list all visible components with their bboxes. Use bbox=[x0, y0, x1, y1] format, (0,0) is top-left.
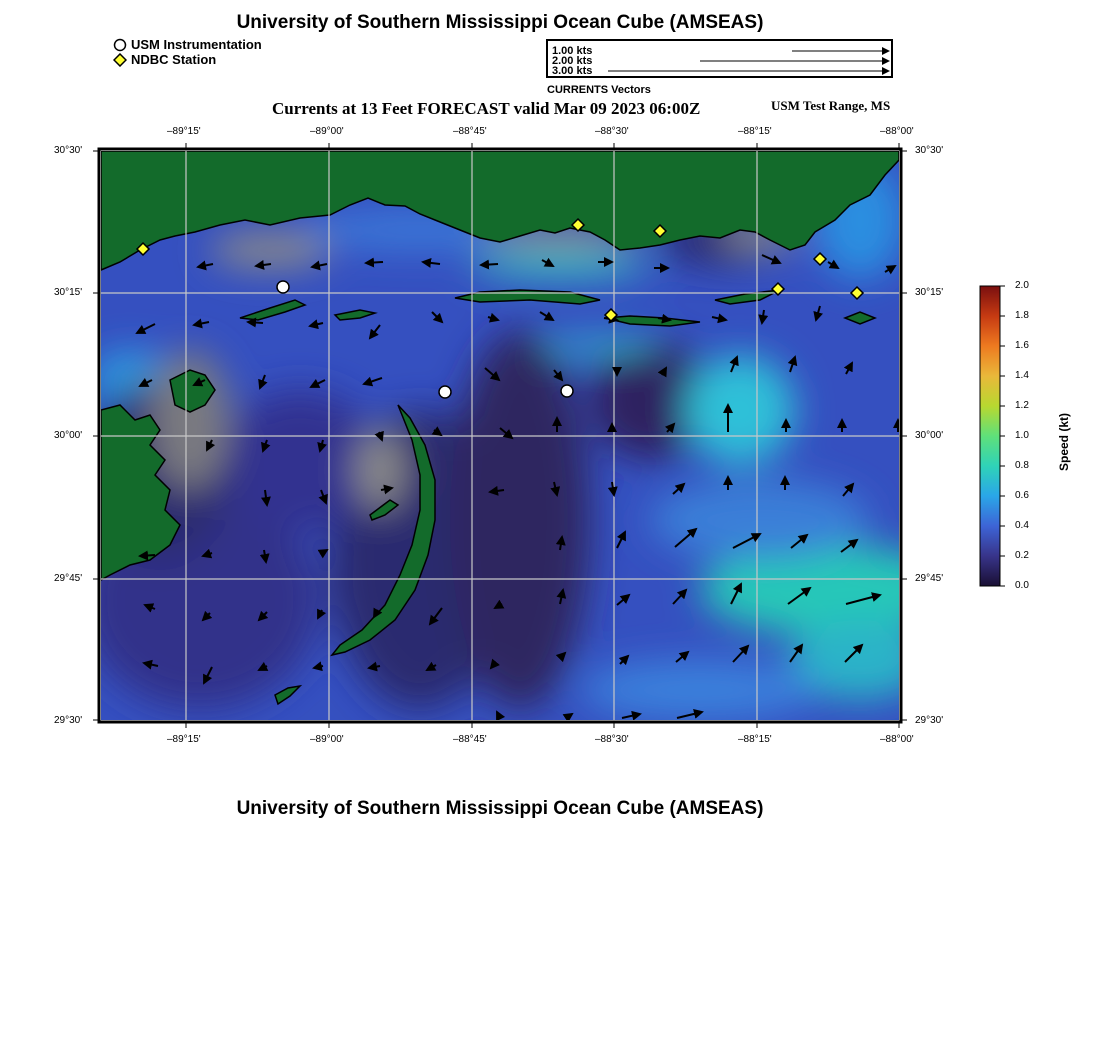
colorbar-tick: 2.0 bbox=[1015, 280, 1029, 291]
colorbar-tick: 1.8 bbox=[1015, 310, 1029, 321]
forecast-subtitle: Currents at 13 Feet FORECAST valid Mar 09 2023 06:00Z bbox=[272, 99, 701, 118]
lat-tick-left: 30°00' bbox=[54, 430, 83, 441]
chart-title: University of Southern Mississippi Ocean Cube (AMSEAS) bbox=[236, 12, 764, 33]
colorbar-tick: 1.0 bbox=[1015, 430, 1029, 441]
lat-tick-right: 29°30' bbox=[915, 715, 944, 726]
speed-field bbox=[80, 151, 960, 720]
lon-tick-bottom: –88°30' bbox=[595, 734, 629, 745]
usm-station bbox=[277, 281, 289, 293]
lon-tick-bottom: –88°15' bbox=[738, 734, 772, 745]
vector-scale-2: 2.00 kts bbox=[552, 55, 593, 67]
vector-scale-1: 1.00 kts bbox=[552, 45, 593, 57]
footer-title: University of Southern Mississippi Ocean Cube (AMSEAS) bbox=[236, 798, 764, 819]
colorbar-tick: 1.4 bbox=[1015, 370, 1029, 381]
vector-scale-3: 3.00 kts bbox=[552, 65, 593, 77]
legend-ndbc-label: NDBC Station bbox=[131, 52, 217, 67]
lat-tick-left: 29°30' bbox=[54, 715, 83, 726]
lon-tick-top: –88°30' bbox=[595, 126, 629, 137]
lat-tick-right: 30°30' bbox=[915, 145, 944, 156]
legend-usm-label: USM Instrumentation bbox=[131, 37, 262, 52]
area-label: USM Test Range, MS bbox=[771, 98, 891, 113]
lon-tick-top: –88°45' bbox=[453, 126, 487, 137]
usm-station bbox=[561, 385, 573, 397]
lat-tick-left: 30°15' bbox=[54, 287, 83, 298]
lon-tick-top: –88°00' bbox=[880, 126, 914, 137]
colorbar-label: Speed (kt) bbox=[1057, 413, 1071, 472]
lon-tick-bottom: –89°00' bbox=[310, 734, 344, 745]
usm-station bbox=[439, 386, 451, 398]
lon-tick-bottom: –88°45' bbox=[453, 734, 487, 745]
colorbar-tick: 1.6 bbox=[1015, 340, 1029, 351]
lon-tick-top: –88°15' bbox=[738, 126, 772, 137]
colorbar-tick: 0.2 bbox=[1015, 550, 1029, 561]
lon-tick-top: –89°00' bbox=[310, 126, 344, 137]
colorbar-tick: 0.6 bbox=[1015, 490, 1029, 501]
colorbar-tick: 1.2 bbox=[1015, 400, 1029, 411]
lat-tick-right: 30°00' bbox=[915, 430, 944, 441]
lon-tick-bottom: –89°15' bbox=[167, 734, 201, 745]
lon-tick-top: –89°15' bbox=[167, 126, 201, 137]
lat-tick-left: 29°45' bbox=[54, 573, 83, 584]
vector-caption: CURRENTS Vectors bbox=[547, 84, 651, 96]
lat-tick-left: 30°30' bbox=[54, 145, 83, 156]
lon-tick-bottom: –88°00' bbox=[880, 734, 914, 745]
colorbar-tick: 0.8 bbox=[1015, 460, 1029, 471]
lat-tick-right: 30°15' bbox=[915, 287, 944, 298]
lat-tick-right: 29°45' bbox=[915, 573, 944, 584]
colorbar-tick: 0.4 bbox=[1015, 520, 1029, 531]
speed-colorbar bbox=[975, 280, 1015, 592]
colorbar-tick: 0.0 bbox=[1015, 580, 1029, 591]
